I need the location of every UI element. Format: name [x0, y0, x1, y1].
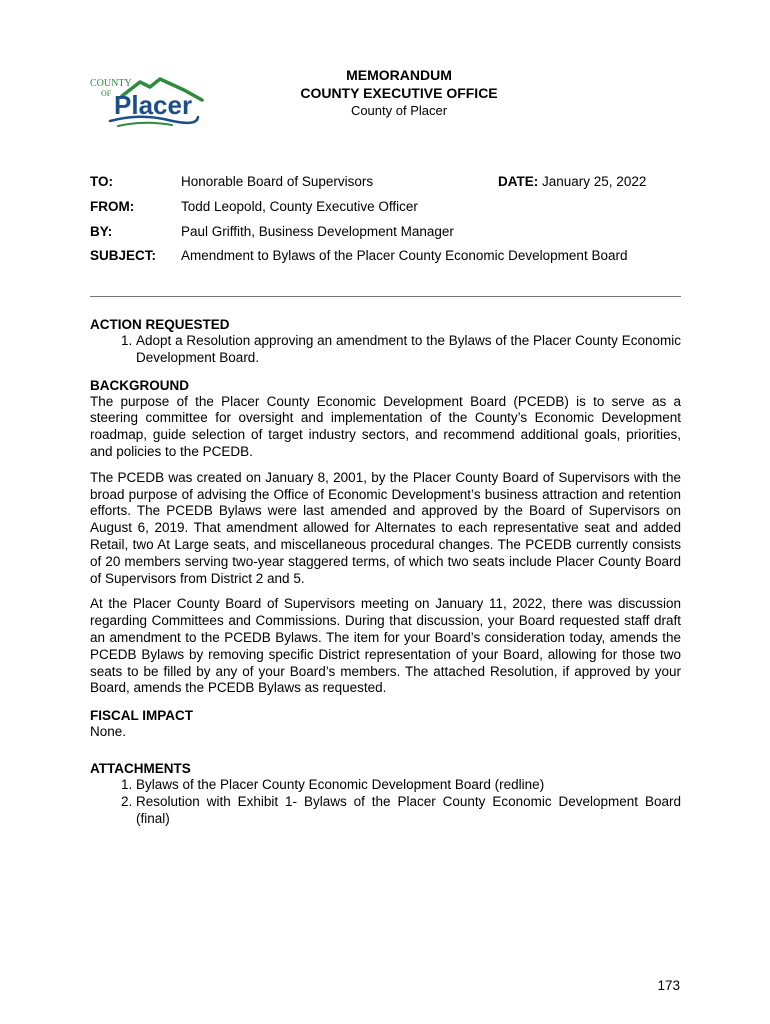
- logo-county-text: COUNTY: [90, 78, 132, 89]
- date-value: January 25, 2022: [542, 174, 647, 189]
- date-field: [498, 173, 646, 191]
- to-label: TO:: [90, 174, 113, 189]
- attachments-heading: ATTACHMENTS: [90, 760, 191, 776]
- background-heading: BACKGROUND: [90, 377, 189, 393]
- subject-value: Amendment to Bylaws of the Placer County Economic Development Board: [181, 248, 628, 263]
- memo-by-row: [90, 223, 690, 241]
- date-label: DATE:: [498, 174, 539, 189]
- action-list: [90, 333, 681, 367]
- fiscal-heading: FISCAL IMPACT: [90, 708, 193, 724]
- by-value: Paul Griffith, Business Development Manager: [181, 224, 454, 239]
- logo-name-text: Placer: [114, 90, 193, 120]
- page-number: 173: [657, 978, 680, 993]
- background-paragraph-1: The purpose of the Placer County Economic Development Board (PCEDB) is to serve as a steering committee for oversight and implementation of the County’s Economic Development roadmap, guide selection of target industry sectors, and recommend additional goals, priorities, and policies to the PCEDB.: [90, 393, 681, 459]
- from-label: FROM:: [90, 199, 135, 214]
- attachment-item: 1. Bylaws of the Placer County Economic Development Board (redline): [136, 777, 681, 794]
- memo-header: [200, 66, 598, 120]
- to-value: Honorable Board of Supervisors: [181, 174, 374, 189]
- placer-county-logo: [84, 70, 214, 130]
- memo-body: [90, 316, 681, 827]
- header-divider: [90, 296, 681, 297]
- background-paragraph-3: At the Placer County Board of Supervisors meeting on January 11, 2022, there was discussion regarding Committees and Commissions. During that discussion, your Board requested staff draft an amendment to the PCEDB Bylaws. The item for your Board’s consideration today, amends the PCEDB Bylaws by removing specific District representation of your Board, allowing for those two seats to be filled by any of your Board’s members. The attached Resolution, if approved by your Board, amends the PCEDB Bylaws as requested.: [90, 596, 681, 696]
- action-item: 1. Adopt a Resolution approving an amendment to the Bylaws of the Placer County Economic Development Board.: [136, 333, 681, 367]
- attachment-item: 2. Resolution with Exhibit 1- Bylaws of the Placer County Economic Development Board (final): [136, 794, 681, 828]
- from-value: Todd Leopold, County Executive Officer: [181, 199, 418, 214]
- county-subtitle: County of Placer: [350, 103, 448, 118]
- subject-label: SUBJECT:: [90, 248, 157, 263]
- memo-to-row: [90, 173, 690, 191]
- memo-title: MEMORANDUM: [346, 67, 452, 83]
- action-heading: ACTION REQUESTED: [90, 317, 230, 332]
- fiscal-text: None.: [90, 724, 127, 740]
- logo-of-text: OF: [101, 89, 112, 98]
- attachments-list: [90, 777, 681, 827]
- office-title: COUNTY EXECUTIVE OFFICE: [300, 85, 498, 101]
- memo-subject-row: [90, 247, 690, 265]
- by-label: BY:: [90, 224, 113, 239]
- memo-from-row: [90, 198, 690, 216]
- background-paragraph-2: The PCEDB was created on January 8, 2001, by the Placer County Board of Supervisors with the broad purpose of advising the Office of Economic Development’s business attraction and retention efforts. The PCEDB Bylaws were last amended and approved by the Board of Supervisors on August 6, 2019. That amendment allowed for Alternates to each representative seat and added Retail, two At Large seats, and miscellaneous procedural changes. The PCEDB currently consists of 20 members serving two-year staggered terms, of which two seats include Placer County Board of Supervisors from District 2 and 5.: [90, 469, 681, 586]
